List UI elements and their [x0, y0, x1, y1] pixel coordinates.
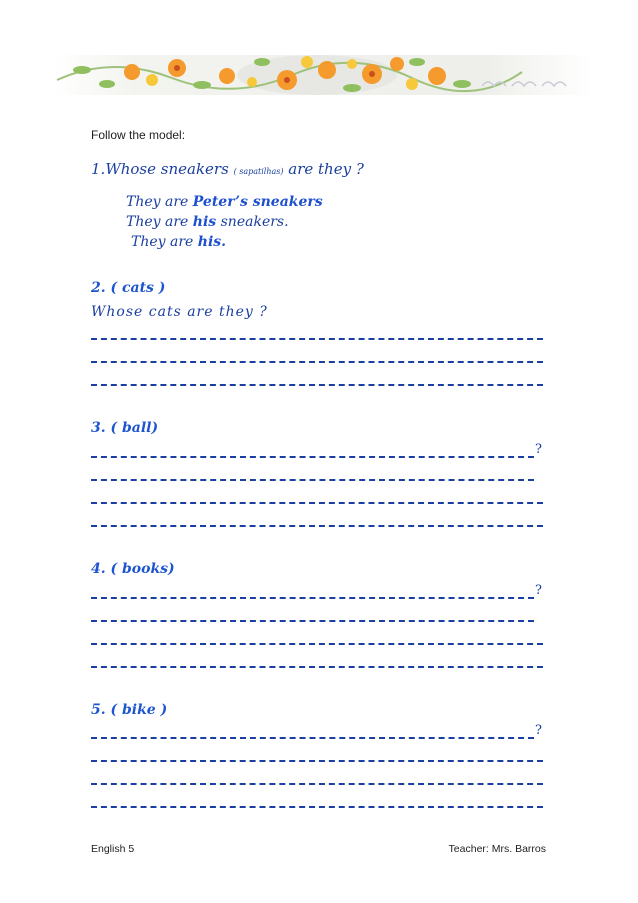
exercise-5-heading: 5. ( bike )	[91, 702, 168, 718]
answer-line[interactable]	[91, 620, 534, 622]
model-question-end: are they ?	[288, 160, 364, 178]
answer-line[interactable]	[91, 643, 543, 645]
model-answer-3-plain: They are	[131, 234, 198, 250]
question-mark: ?	[535, 442, 542, 457]
model-answer-3-bold: his.	[197, 234, 227, 250]
answer-line[interactable]	[91, 502, 543, 504]
model-answer-2-bold: his	[192, 214, 217, 230]
answer-line[interactable]	[91, 806, 543, 808]
model-answer-3	[131, 234, 226, 250]
model-question-start: Whose sneakers	[105, 160, 229, 178]
model-answer-1-bold: Peter’s sneakers	[192, 194, 323, 210]
answer-line[interactable]	[91, 479, 534, 481]
question-mark: ?	[535, 583, 542, 598]
model-question	[91, 160, 364, 178]
exercise-2-question: Whose cats are they ?	[91, 304, 268, 320]
answer-line[interactable]	[91, 783, 543, 785]
exercise-4-heading: 4. ( books)	[91, 561, 175, 577]
model-answer-1-plain: They are	[126, 194, 193, 210]
answer-line[interactable]	[91, 737, 534, 739]
answer-line[interactable]	[91, 760, 543, 762]
answer-line[interactable]	[91, 361, 543, 363]
model-answer-2-end: sneakers.	[216, 214, 289, 230]
answer-line[interactable]	[91, 456, 534, 458]
model-answer-2-plain: They are	[126, 214, 193, 230]
footer-course: English 5	[91, 843, 135, 855]
answer-line[interactable]	[91, 597, 534, 599]
answer-line[interactable]	[91, 525, 543, 527]
model-question-number: 1.	[91, 160, 106, 178]
instruction-text: Follow the model:	[91, 128, 186, 142]
model-question-gloss: ( sapatilhas)	[233, 167, 284, 176]
footer-teacher: Teacher: Mrs. Barros	[448, 843, 546, 855]
question-mark: ?	[535, 723, 542, 738]
exercise-2-heading: 2. ( cats )	[91, 280, 166, 296]
model-answer-1	[126, 194, 323, 210]
answer-line[interactable]	[91, 666, 543, 668]
floral-banner-image	[52, 50, 592, 100]
answer-line[interactable]	[91, 384, 543, 386]
answer-line[interactable]	[91, 338, 543, 340]
exercise-3-heading: 3. ( ball)	[91, 420, 159, 436]
model-answer-2	[126, 214, 289, 230]
